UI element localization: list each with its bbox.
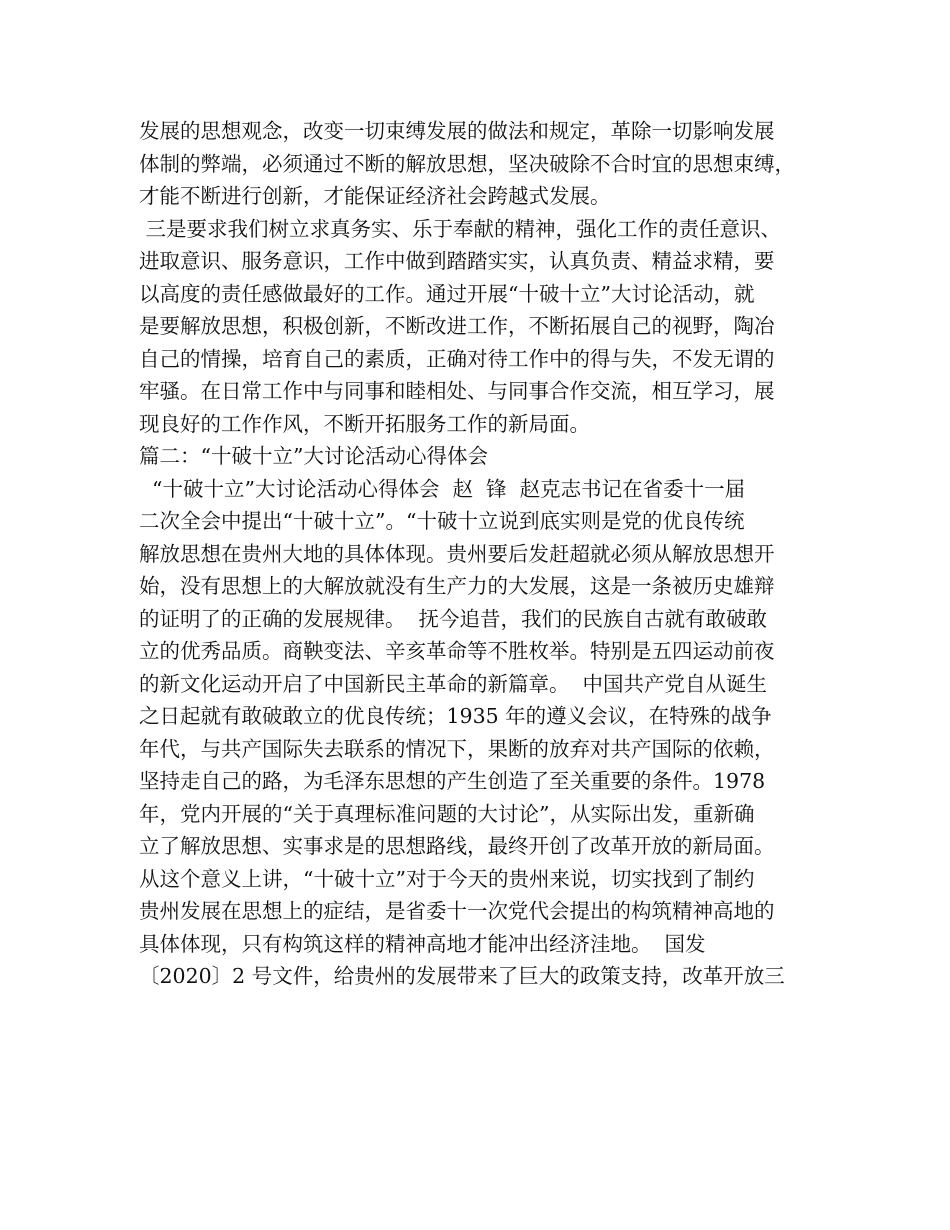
text-line: 发展的思想观念，改变一切束缚发展的做法和规定，革除一切影响发展 bbox=[139, 119, 775, 143]
text-line: 立的优秀品质。商鞅变法、辛亥革命等不胜枚举。特别是五四运动前夜 bbox=[139, 639, 775, 663]
text-line: 坚持走自己的路，为毛泽东思想的产生创造了至关重要的条件。1978 bbox=[139, 769, 766, 793]
text-line: 牢骚。在日常工作中与同事和睦相处、与同事合作交流，相互学习，展 bbox=[139, 379, 775, 403]
text-line: 年，党内开展的“关于真理标准问题的大讨论”，从实际出发，重新确 bbox=[139, 801, 755, 826]
section-heading: 篇二：“十破十立”大讨论活动心得体会 bbox=[139, 444, 488, 468]
text-line: 是要解放思想，积极创新，不断改进工作，不断拓展自己的视野，陶冶 bbox=[139, 314, 775, 338]
text-line: 始，没有思想上的大解放就没有生产力的大发展，这是一条被历史雄辩 bbox=[139, 574, 775, 598]
text-line: 自己的情操，培育自己的素质，正确对待工作中的得与失，不发无谓的 bbox=[139, 346, 775, 371]
text-line: 立了解放思想、实事求是的思想路线，最终开创了改革开放的新局面。 bbox=[139, 834, 775, 858]
text-line: 进取意识、服务意识，工作中做到踏踏实实，认真负责、精益求精，要 bbox=[139, 249, 775, 273]
text-line: 以高度的责任感做最好的工作。通过开展“十破十立”大讨论活动，就 bbox=[139, 281, 755, 306]
text-line: 具体体现，只有构筑这样的精神高地才能冲出经济洼地。 国发 bbox=[139, 931, 706, 956]
text-line: 三是要求我们树立求真务实、乐于奉献的精神，强化工作的责任意识、 bbox=[139, 216, 782, 241]
text-line: 解放思想在贵州大地的具体体现。贵州要后发赶超就必须从解放思想开 bbox=[139, 541, 775, 566]
text-line: 才能不断进行创新，才能保证经济社会跨越式发展。 bbox=[139, 184, 611, 208]
text-line: 贵州发展在思想上的症结，是省委十一次党代会提出的构筑精神高地的 bbox=[139, 899, 775, 923]
text-line: 的证明了的正确的发展规律。 抚今追昔，我们的民族自古就有敢破敢 bbox=[139, 606, 768, 631]
text-line: 体制的弊端，必须通过不断的解放思想，坚决破除不合时宜的思想束缚， bbox=[139, 151, 795, 176]
text-line: 的新文化运动开启了中国新民主革命的新篇章。 中国共产党自从诞生 bbox=[139, 671, 768, 696]
text-line: 之日起就有敢破敢立的优良传统；1935 年的遵义会议，在特殊的战争 bbox=[139, 704, 772, 728]
text-line: 现良好的工作作风，不断开拓服务工作的新局面。 bbox=[139, 411, 590, 436]
text-line: “十破十立”大讨论活动心得体会 赵 锋 赵克志书记在省委十一届 bbox=[139, 476, 746, 501]
body-text bbox=[139, 115, 819, 993]
text-line: 〔2020〕2 号文件，给贵州的发展带来了巨大的政策支持，改革开放三 bbox=[139, 964, 785, 988]
text-line: 年代，与共产国际失去联系的情况下，果断的放弃对共产国际的依赖， bbox=[139, 736, 775, 761]
text-line: 二次全会中提出“十破十立”。“十破十立说到底实则是党的优良传统 bbox=[139, 509, 745, 533]
text-line: 从这个意义上讲，“十破十立”对于今天的贵州来说，切实找到了制约 bbox=[139, 866, 755, 891]
